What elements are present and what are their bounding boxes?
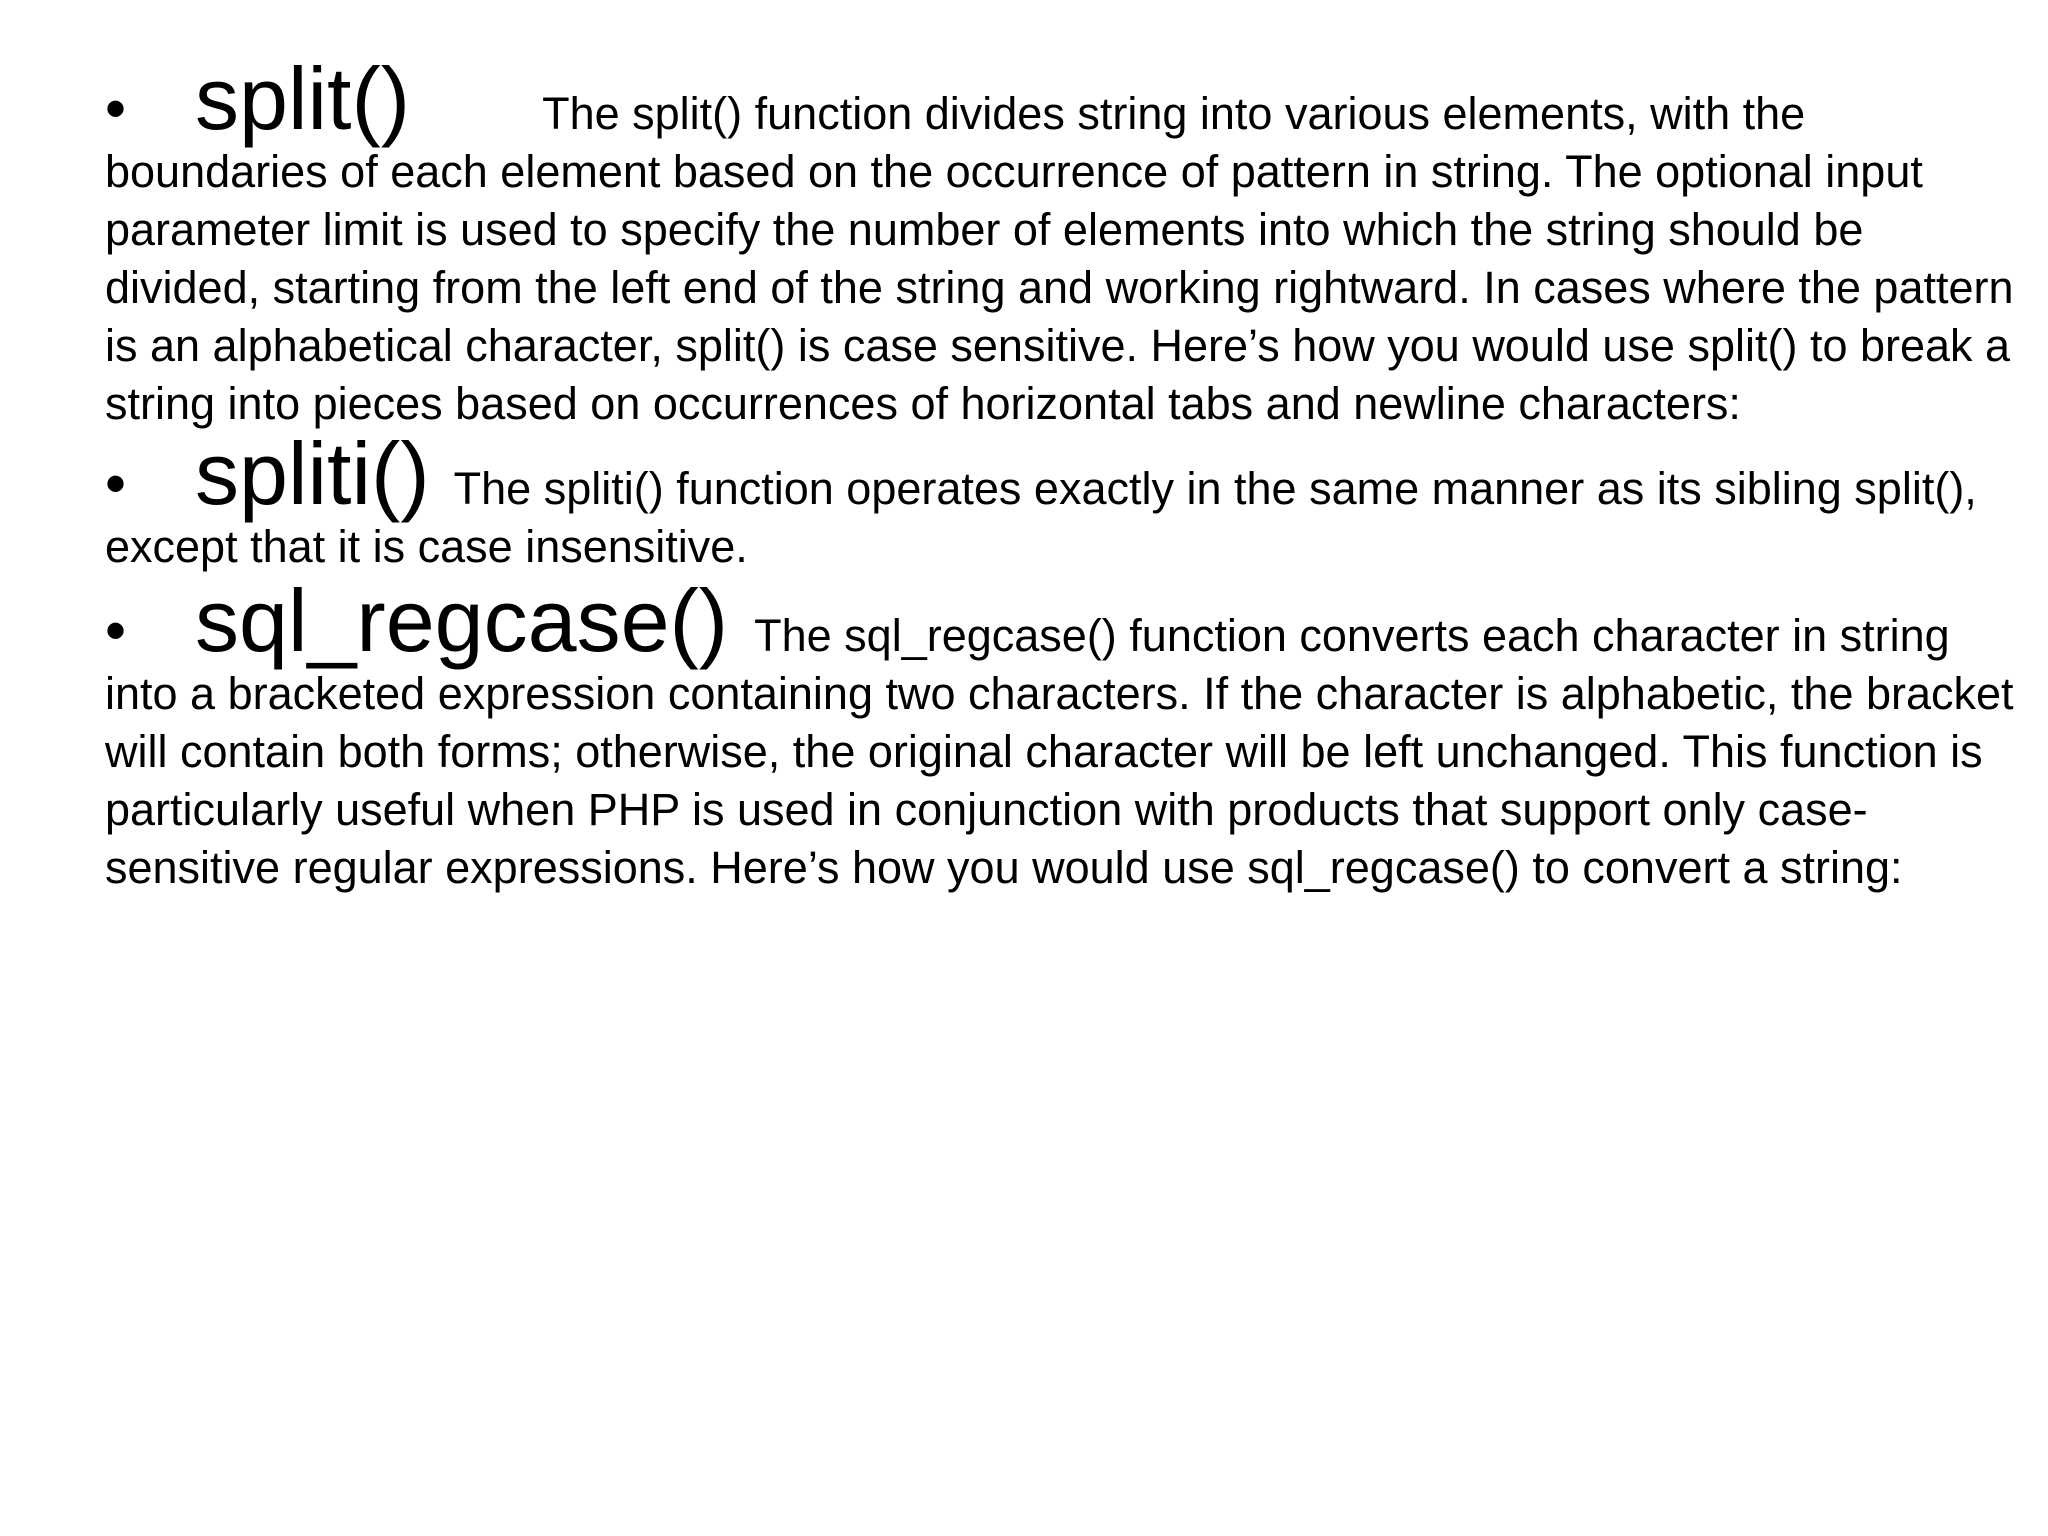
description-sql-regcase: The sql_regcase() function converts each character in string into a bracketed expression containing two characters. If the character is alphabetic, the bracket will contain both forms; otherwise, the original character will be left unchanged. This function is particularly useful when PHP is used in conjunction with products that support only case-sensitive regular expressions. Here’s how you would use sql_regcase() to convert a string:	[105, 610, 2014, 893]
bullet-icon: •	[105, 450, 127, 517]
term-sql-regcase: sql_regcase()	[195, 571, 729, 670]
bullet-item-split	[105, 49, 2025, 433]
bullet-item-spliti	[105, 424, 2025, 576]
bullet-item-sql-regcase	[105, 571, 2025, 897]
description-split: The split() function divides string into various elements, with the boundaries of each element based on the occurrence of pattern in string. The optional input parameter limit is used to specify the number of elements into which the string should be divided, starting from the left end of the string and working rightward. In cases where the pattern is an alphabetical character, split() is case sensitive. Here’s how you would use split() to break a string into pieces based on occurrences of horizontal tabs and newline characters:	[105, 88, 2014, 429]
description-spliti: The spliti() function operates exactly in the same manner as its sibling split(), except that it is case insensitive.	[105, 463, 1977, 572]
term-split: split()	[195, 49, 411, 148]
bullet-icon: •	[105, 75, 127, 142]
slide-content	[105, 49, 2025, 897]
term-spliti: spliti()	[195, 424, 430, 523]
bullet-icon: •	[105, 597, 127, 664]
